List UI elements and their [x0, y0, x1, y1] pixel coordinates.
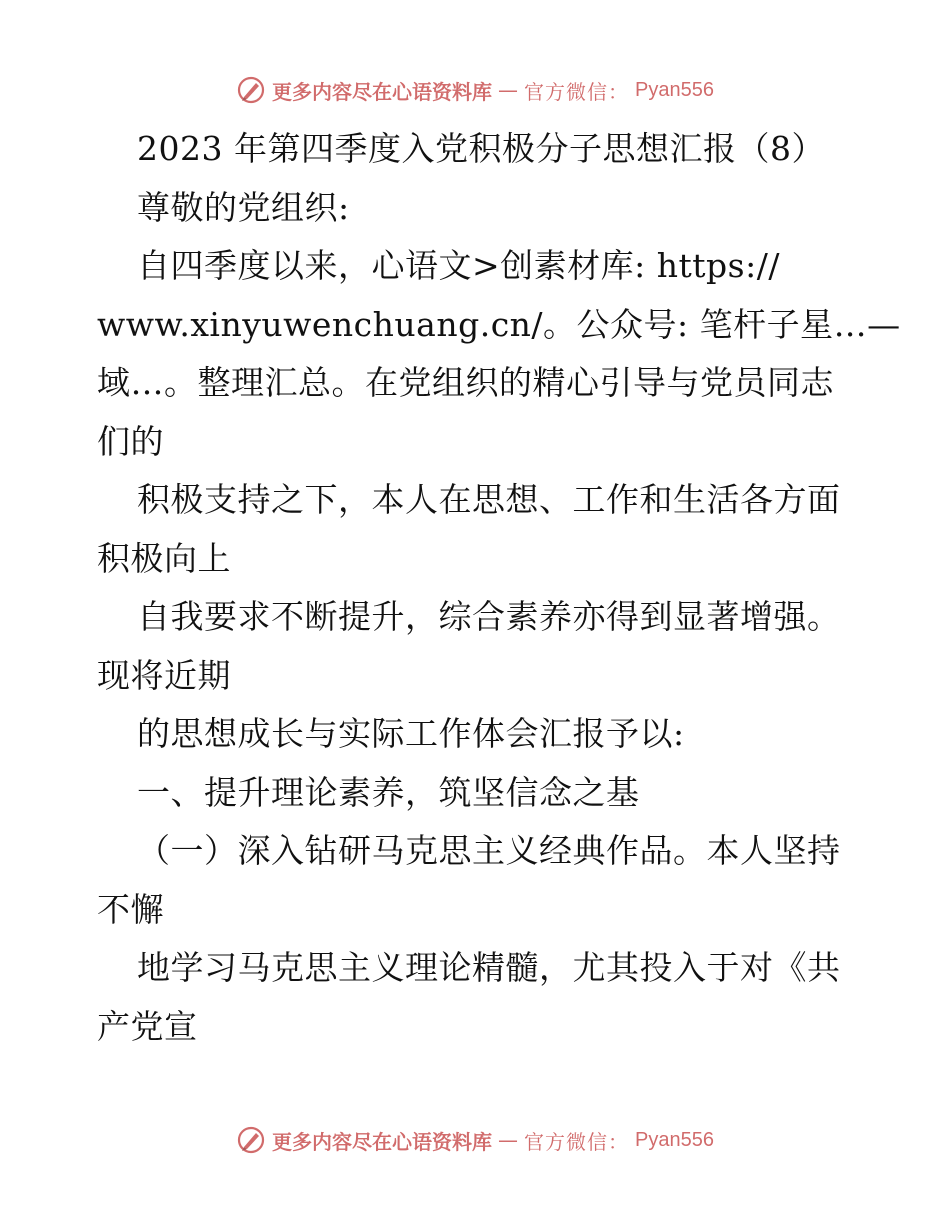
watermark-wechat-label: 官方微信：: [524, 1129, 630, 1154]
watermark-brand-text: 更多内容尽在心语资料库: [272, 79, 493, 104]
paragraph-line: 们的: [97, 421, 164, 461]
paragraph-line: 积极向上: [97, 538, 231, 578]
paragraph-line: www.xinyuwenchuang.cn/。公众号: 笔杆子星…—: [97, 304, 901, 344]
header-watermark: [0, 70, 950, 110]
section-heading: 一、提升理论素养，筑坚信念之基: [137, 772, 640, 812]
watermark-wechat-label: 官方微信：: [524, 79, 630, 104]
paragraph-line: 自四季度以来，心语文>创素材库: https://: [137, 246, 780, 285]
paragraph-line: 产党宣: [97, 1006, 198, 1046]
paragraph-line: 不懈: [97, 889, 164, 929]
pen-logo-icon: [236, 1125, 266, 1155]
paragraph-line: 积极支持之下，本人在思想、工作和生活各方面: [137, 480, 841, 519]
document-title: 2023 年第四季度入党积极分子思想汇报（8）: [137, 129, 825, 168]
paragraph-line: 地学习马克思主义理论精髓，尤其投入于对《共: [137, 948, 841, 987]
paragraph-line: 现将近期: [97, 655, 231, 695]
watermark-separator: —: [498, 78, 519, 102]
watermark-brand-text: 更多内容尽在心语资料库: [272, 1129, 493, 1154]
salutation: 尊敬的党组织:: [137, 187, 350, 227]
footer-watermark: [0, 1120, 950, 1160]
watermark-separator: —: [498, 1128, 519, 1152]
subsection-line: （一）深入钻研马克思主义经典作品。本人坚持: [137, 831, 841, 870]
paragraph-line: 域…。整理汇总。在党组织的精心引导与党员同志: [97, 363, 834, 402]
document-body: [97, 120, 901, 1056]
paragraph-line: 自我要求不断提升，综合素养亦得到显著增强。: [137, 597, 841, 636]
watermark-wechat-account: Pyan556: [635, 1128, 714, 1151]
watermark-wechat-account: Pyan556: [635, 78, 714, 101]
paragraph-line: 的思想成长与实际工作体会汇报予以:: [137, 714, 685, 753]
pen-logo-icon: [236, 75, 266, 105]
